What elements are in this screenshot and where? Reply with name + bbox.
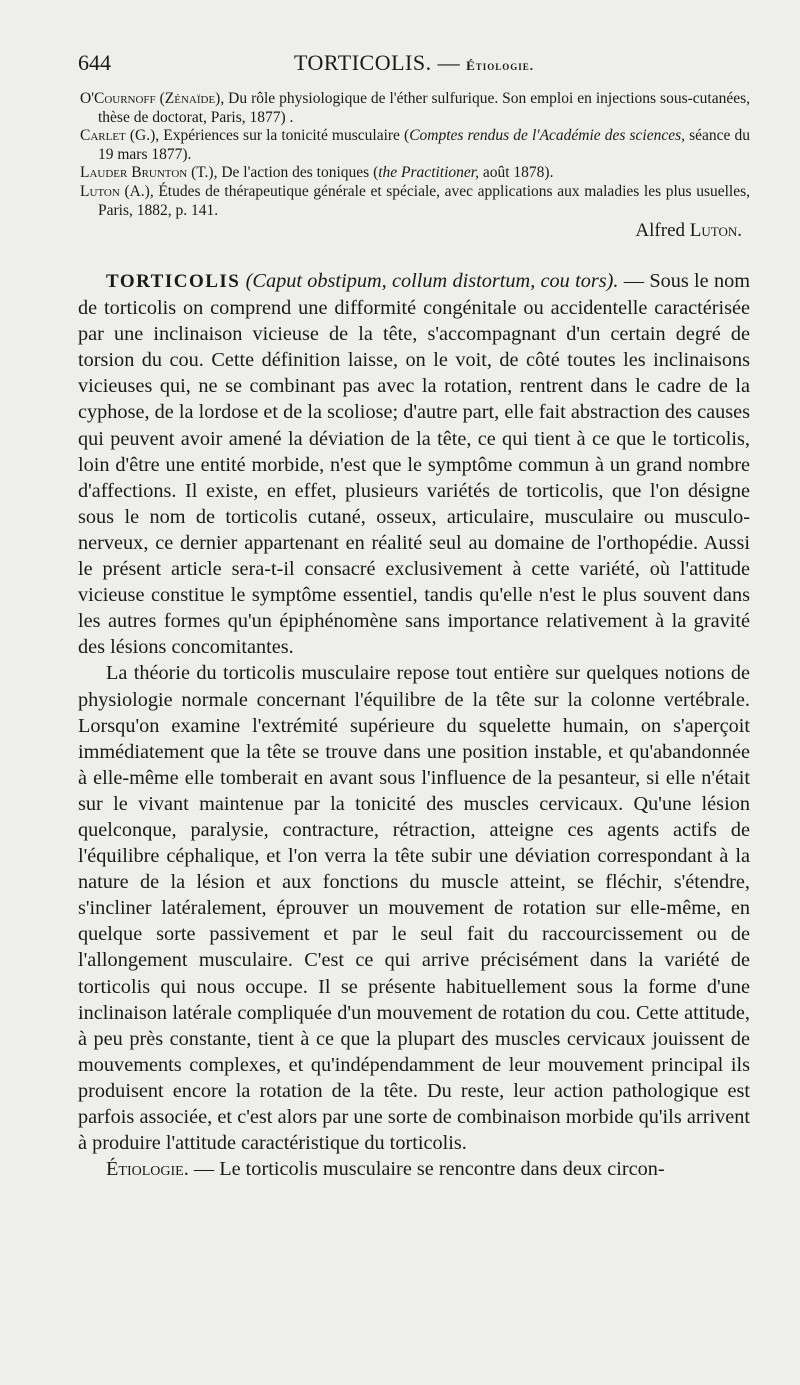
reference-author: Lauder Brunton (T.), bbox=[80, 164, 218, 182]
reference-author: O'Cournoff (Zénaïde), bbox=[80, 90, 225, 107]
signature-last: Luton. bbox=[689, 220, 742, 242]
reference-text: Études de thérapeutique générale et spéciale, avec applications aux maladies les plus usuelles, Paris, 1882, p. 141. bbox=[98, 182, 751, 219]
reference-item bbox=[80, 90, 750, 127]
lemma-dash: — bbox=[618, 270, 645, 292]
article-lemma: TORTICOLIS bbox=[106, 271, 241, 292]
reference-item bbox=[80, 164, 750, 183]
signature-first: Alfred bbox=[635, 220, 690, 242]
reference-journal: the Practitioner, bbox=[378, 164, 479, 182]
reference-author: Luton (A.), bbox=[80, 182, 154, 200]
author-signature bbox=[80, 222, 750, 241]
header-dash: — bbox=[437, 50, 461, 75]
reference-text: Expériences sur la tonicité musculaire ( bbox=[159, 127, 410, 145]
article-paragraph bbox=[78, 1156, 750, 1182]
article-paragraph bbox=[78, 660, 750, 1156]
paragraph-text: La théorie du torticolis musculaire repose tout entière sur quelques notions de physiologie normale concernant l'équilibre de la tête sur la colonne vertébrale. Lorsqu'on examine l'extrémité supérieure du squelette humain, on s'aperçoit immédiatement que la tête se trouve dans une position instable, et qu'abandonnée à elle-même elle tomberait en avant sous l'influence de la pesanteur, si elle n'était sur le vivant maintenue par la tonicité des muscles cervicaux. Qu'une lésion quelconque, paralysie, contracture, rétraction, atteigne ces agents actifs de l'équilibre céphalique, et l'on verra la tête subir une déviation correspondant à la nature de la lésion et aux fonctions du muscle atteint, se fléchir, s'étendre, s'incliner latéralement, éprouver un mouvement de rotation sur elle-même, en quelque sorte passivement et par le seul fait du raccourcissement ou de l'allongement musculaire. C'est ce qui arrive précisément dans la variété de torticolis qui nous occupe. Il se présente habituellement sous la forme d'une inclinaison latérale compliquée d'un mouvement de rotation du cou. Cette attitude, à peu près constante, tient à ce que la plupart des muscles cervicaux jouissent de mouvements complexes, et qu'indépendamment de leur mouvement principal ils produisent encore la rotation de la tête. Du reste, leur action pathologique est parfois associée, et c'est alors par une sorte de combinaison morbide qu'ils arrivent à produire l'attitude caractéristique du torticolis. bbox=[78, 662, 750, 1155]
bibliography bbox=[80, 90, 750, 241]
article-body bbox=[78, 268, 750, 1182]
running-header bbox=[78, 50, 750, 82]
reference-text: Du rôle physiologique de l'éther sulfurique. Son emploi en injections sous-cutanées, thèse de doctorat, Paris, 1877) . bbox=[98, 90, 750, 126]
reference-journal: Comptes rendus de l'Académie des sciences, bbox=[409, 127, 686, 145]
reference-text: séance du 19 mars 1877). bbox=[98, 127, 751, 163]
section-heading: Étiologie. bbox=[106, 1158, 189, 1181]
header-subtitle: Étiologie. bbox=[466, 58, 535, 73]
paragraph-text: Sous le nom de torticolis on comprend une difformité congénitale ou accidentelle caractérisée par une inclinaison vicieuse de la tête, s'accompagnant d'un certain degré de torsion du cou. Cette définition laisse, on le voit, de côté toutes les inclinaisons vicieuses qui, ne se combinant pas avec la rotation, rentrent dans le cadre de la cyphose, de la lordose et de la scoliose; d'autre part, elle fait abstraction des causes qui peuvent avoir amené la déviation de la tête, ce qui tient à ce que le torticolis, loin d'être une entité morbide, n'est que le symptôme commun à un grand nombre d'affections. Il existe, en effet, plusieurs variétés de torticolis, que l'on désigne sous le nom de torticolis cutané, osseux, articulaire, musculaire ou musculo-nerveux, ce dernier appartenant en réalité seul au domaine de l'orthopédie. Aussi le présent article sera-t-il consacré exclusivement à cette variété, où l'attitude vicieuse constitue le symptôme essentiel, tandis qu'elle n'est le plus souvent dans les autres formes qu'un épiphénomène sans importance relativement à la gravité des lésions concomitantes. bbox=[78, 270, 751, 659]
header-title: TORTICOLIS. bbox=[293, 50, 432, 75]
reference-text: août 1878). bbox=[479, 164, 554, 182]
reference-item bbox=[80, 127, 750, 164]
running-title bbox=[78, 50, 750, 76]
lemma-synonyms: (Caput obstipum, collum distortum, cou tors). bbox=[245, 270, 619, 292]
page-number: 644 bbox=[78, 50, 111, 75]
reference-text: De l'action des toniques ( bbox=[217, 164, 379, 182]
reference-author: Carlet (G.), bbox=[80, 127, 160, 145]
reference-item bbox=[80, 183, 750, 220]
article-paragraph bbox=[78, 268, 750, 660]
paragraph-text: — Le torticolis musculaire se rencontre dans deux circon- bbox=[188, 1158, 665, 1181]
